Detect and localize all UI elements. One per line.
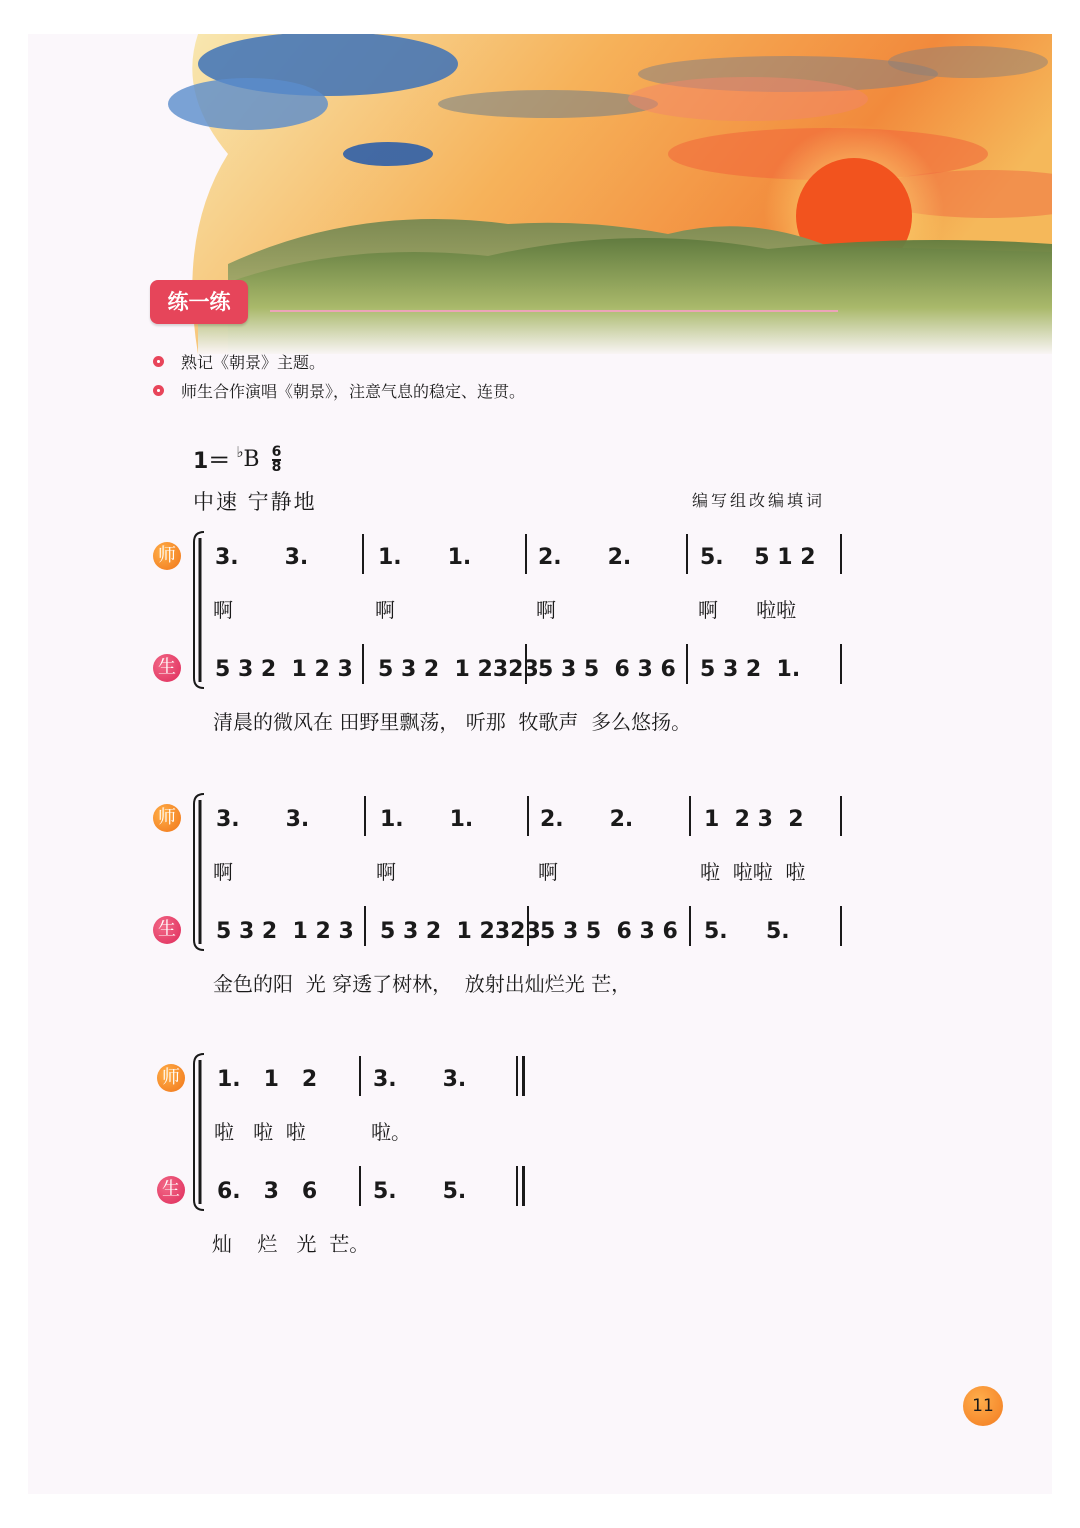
tempo-marking: 中速 宁静地 — [193, 490, 317, 514]
time-signature — [271, 443, 282, 475]
student-part-badge: 生 — [153, 654, 181, 682]
system-bracket — [188, 1052, 210, 1212]
teacher-lyric: 啊 — [375, 598, 395, 622]
student-measure: 5 3 2 1 2 3 — [216, 919, 354, 944]
teacher-lyric: 啦 啦 啦 — [214, 1120, 306, 1144]
student-part-badge: 生 — [157, 1176, 185, 1204]
system-bracket — [188, 530, 210, 690]
student-measure: 6. 3 6 — [217, 1179, 318, 1204]
barline — [359, 1166, 361, 1206]
teacher-measure: 1 2 3 2 — [704, 807, 804, 832]
textbook-page — [28, 34, 1052, 1494]
teacher-measure: 3. 3. — [216, 807, 310, 832]
barline — [364, 906, 366, 946]
final-barline-thick — [522, 1166, 525, 1206]
student-measure: 5 3 2 1 2 3 — [215, 657, 353, 682]
lyric-credit: 编写组改编填词 — [692, 491, 826, 510]
instruction-item — [153, 348, 525, 377]
barline — [362, 534, 364, 574]
student-measure: 5. 5. — [373, 1179, 467, 1204]
teacher-part-badge: 师 — [153, 542, 181, 570]
time-signature-bottom: 8 — [271, 458, 282, 475]
teacher-measure: 1. 1. — [378, 545, 472, 570]
teacher-measure: 3. 3. — [373, 1067, 467, 1092]
student-measure: 5 3 2 1. — [700, 657, 801, 682]
barline — [359, 1056, 361, 1096]
instruction-text: 师生合作演唱《朝景》，注意气息的稳定、连贯。 — [181, 382, 526, 401]
teacher-part-badge: 师 — [157, 1064, 185, 1092]
teacher-measure: 1. 1 2 — [217, 1067, 318, 1092]
teacher-lyric: 啊 — [536, 598, 556, 622]
barline — [686, 534, 688, 574]
student-measure: 5 3 5 6 3 6 — [538, 657, 676, 682]
bullet-icon — [153, 385, 164, 396]
final-barline — [516, 1166, 518, 1206]
teacher-measure: 3. 3. — [215, 545, 309, 570]
teacher-lyric: 啊 — [213, 598, 233, 622]
section-divider — [270, 310, 838, 312]
practice-section-tag: 练一练 — [150, 280, 248, 324]
barline — [840, 534, 842, 574]
teacher-lyric: 啦。 — [371, 1120, 411, 1144]
system-bracket — [188, 792, 210, 952]
key-letter: B — [243, 447, 260, 472]
teacher-lyric: 啦 啦啦 啦 — [700, 860, 806, 884]
student-lyric-line: 清晨的微风在 田野里飘荡， 听那 牧歌声 多么悠扬。 — [213, 710, 692, 734]
student-lyric-line: 金色的阳 光 穿透了树林， 放射出灿烂光 芒， — [213, 972, 632, 996]
teacher-lyric: 啊 — [213, 860, 233, 884]
flat-sign: ♭ — [236, 442, 244, 461]
student-part-badge: 生 — [153, 916, 181, 944]
page-number-badge: 11 — [963, 1386, 1003, 1426]
teacher-measure: 5. 5 1 2 — [700, 545, 816, 570]
barline — [840, 906, 842, 946]
bullet-icon — [153, 356, 164, 367]
student-measure: 5 3 5 6 3 6 — [540, 919, 678, 944]
final-barline-thick — [522, 1056, 525, 1096]
barline — [840, 644, 842, 684]
teacher-measure: 2. 2. — [538, 545, 632, 570]
key-signature — [193, 444, 281, 475]
teacher-measure: 1. 1. — [380, 807, 474, 832]
teacher-lyric: 啊 啦啦 — [698, 598, 797, 622]
barline — [527, 796, 529, 836]
barline — [686, 644, 688, 684]
key-do: 1＝ — [193, 449, 231, 474]
barline — [362, 644, 364, 684]
time-signature-top: 6 — [271, 443, 282, 460]
barline — [689, 796, 691, 836]
instruction-item — [153, 377, 525, 406]
teacher-measure: 2. 2. — [540, 807, 634, 832]
teacher-part-badge: 师 — [153, 804, 181, 832]
barline — [525, 534, 527, 574]
barline — [689, 906, 691, 946]
final-barline — [516, 1056, 518, 1096]
student-measure: 5 3 2 1 2323 — [380, 919, 541, 944]
student-lyric-line: 灿 烂 光 芒。 — [212, 1232, 370, 1256]
instruction-text: 熟记《朝景》主题。 — [181, 353, 326, 372]
barline — [364, 796, 366, 836]
teacher-lyric: 啊 — [538, 860, 558, 884]
instruction-list — [153, 348, 525, 406]
barline — [840, 796, 842, 836]
student-measure: 5. 5. — [704, 919, 790, 944]
student-measure: 5 3 2 1 2323 — [378, 657, 539, 682]
teacher-lyric: 啊 — [376, 860, 396, 884]
